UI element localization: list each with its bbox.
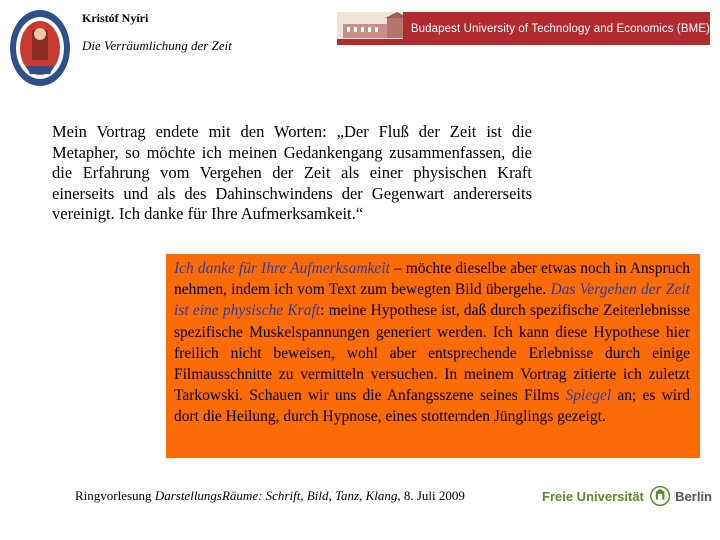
fu-seal-icon: [648, 481, 672, 511]
fu-berlin-logo: [542, 480, 712, 512]
highlight-text-1: – möchte dieselbe aber etwas noch in Anspruch nehmen, indem ich vom Text zum bewegten Bild übergehe.: [174, 260, 690, 299]
bme-banner: [337, 12, 710, 45]
main-paragraph-text: Mein Vortrag endete mit den Worten: „Der Fluß der Zeit ist die Metapher, so möchte ich meinen Gedankengang zusammenfassen, die die Erfahrung vom Vergehen der Zeit als einer physischen Kraft einerseits und als des Dahinschwindens der Gegenwart andererseits vereinigt. Ich danke für Ihre Aufmerksamkeit.“: [52, 122, 532, 223]
footer-caption: [75, 488, 465, 504]
highlight-box: [166, 254, 700, 458]
fu-logo-left-text: Freie Universität: [542, 488, 644, 504]
highlight-text-2: : meine Hypothese ist, daß durch spezifische Zeiterlebnisse spezifische Muskelspannungen generiert werden. Ich kann diese Hypothese hier freilich nicht beweisen, wohl aber entsprechende Erlebnisse durch einige Filmausschnitte zu vermitteln versuchen. In meinem Vortrag zitierte ich zuletzt Tarkowski. Schauen wir uns die Anfangsszene seines Films: [174, 302, 690, 405]
fu-logo-right-text: Berlin: [675, 488, 712, 504]
main-paragraph: [52, 122, 532, 225]
film-title: Spiegel: [565, 387, 612, 405]
bme-building-image: [337, 12, 403, 45]
author-name: Kristóf Nyíri: [82, 11, 149, 25]
document-title: Die Verräumlichung der Zeit: [82, 38, 232, 53]
highlight-quote-2: Das Vergehen der Zeit ist eine physische Kraft: [174, 281, 690, 320]
footer-suffix: , 8. Juli 2009: [397, 488, 465, 503]
highlight-text-3: an; es wird dort die Heilung, durch Hypnose, eines stotternden Jünglings gezeigt.: [174, 387, 690, 426]
footer-prefix: Ringvorlesung: [75, 488, 155, 503]
university-seal-icon: [8, 8, 72, 88]
bme-name: Budapest University of Technology and Economics (BME): [410, 22, 710, 35]
footer-series: DarstellungsRäume: Schrift, Bild, Tanz, Klang: [154, 488, 398, 503]
highlight-quote-1: Ich danke für Ihre Aufmerksamkeit: [174, 260, 390, 277]
